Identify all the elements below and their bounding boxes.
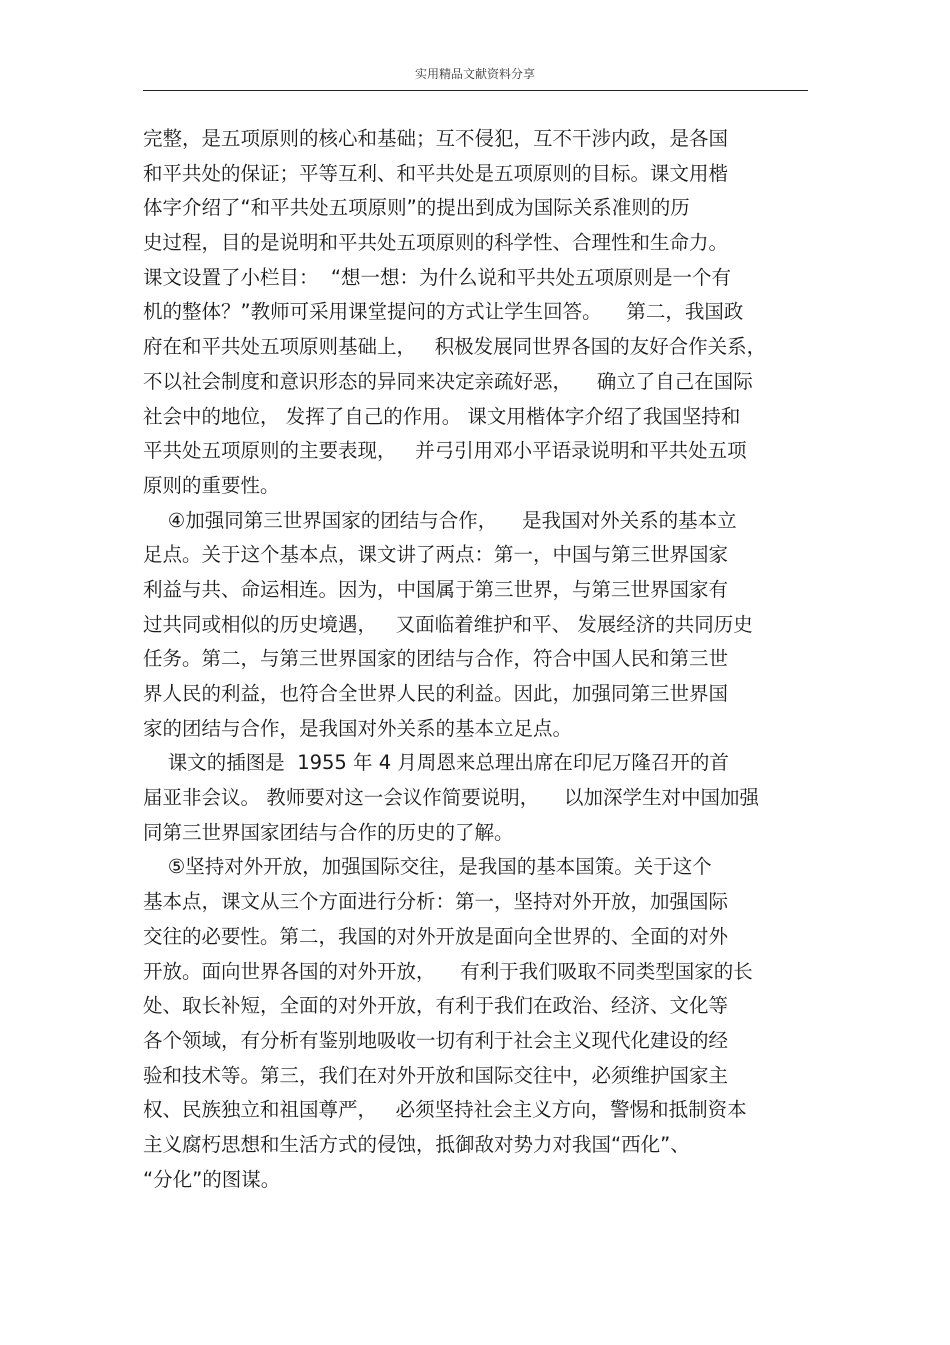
paragraph-start-line: ④加强同第三世界国家的团结与合作， 是我国对外关系的基本立 xyxy=(143,508,737,532)
header-divider xyxy=(143,90,808,91)
text-line: “分化”的图谋。 xyxy=(143,1167,281,1191)
paragraph-start-line: ⑤坚持对外开放，加强国际交往，是我国的基本国策。关于这个 xyxy=(143,855,712,879)
paragraph-start-line: 课文的插图是 1955 年 4 月周恩来总理出席在印尼万隆召开的首 xyxy=(143,751,729,775)
text-line: 验和技术等。第三，我们在对外开放和国际交往中，必须维护国家主 xyxy=(143,1063,729,1087)
text-line: 各个领域，有分析有鉴别地吸收一切有利于社会主义现代化建设的经 xyxy=(143,1028,729,1052)
text-line: 平共处五项原则的主要表现， 并弓引用邓小平语录说明和平共处五项 xyxy=(143,439,747,463)
text-line: 史过程，目的是说明和平共处五项原则的科学性、合理性和生命力。 xyxy=(143,231,729,255)
text-line: 府在和平共处五项原则基础上， 积极发展同世界各国的友好合作关系， xyxy=(143,335,767,359)
text-line: 界人民的利益，也符合全世界人民的利益。因此，加强同第三世界国 xyxy=(143,682,729,705)
text-line: 开放。面向世界各国的对外开放， 有利于我们吸取不同类型国家的长 xyxy=(143,959,753,983)
page-header: 实用精品文献资料分享 xyxy=(414,67,535,81)
text-line: 机的整体？”教师可采用课堂提问的方式让学生回答。 第二，我国政 xyxy=(143,300,744,324)
text-line: 课文设置了小栏目： “想一想：为什么说和平共处五项原则是一个有 xyxy=(143,265,731,289)
text-line: 权、民族独立和祖国尊严， 必须坚持社会主义方向，警惕和抵制资本 xyxy=(143,1098,747,1122)
text-line: 足点。关于这个基本点，课文讲了两点：第一，中国与第三世界国家 xyxy=(143,543,729,567)
text-line: 同第三世界国家团结与合作的历史的了解。 xyxy=(143,820,514,844)
text-line: 体字介绍了“和平共处五项原则”的提出到成为国际关系准则的历 xyxy=(143,196,690,220)
text-line: 主义腐朽思想和生活方式的侵蚀，抵御敌对势力对我国“西化”、 xyxy=(143,1132,690,1156)
text-line: 届亚非会议。 教师要对这一会议作简要说明， 以加深学生对中国加强 xyxy=(143,786,759,810)
text-line: 社会中的地位， 发挥了自己的作用。 课文用楷体字介绍了我国坚持和 xyxy=(143,404,741,428)
text-line: 处、取长补短，全面的对外开放，有利于我们在政治、经济、文化等 xyxy=(143,994,729,1018)
text-line: 过共同或相似的历史境遇， 又面临着维护和平、 发展经济的共同历史 xyxy=(143,612,753,636)
text-line: 利益与共、命运相连。因为，中国属于第三世界，与第三世界国家有 xyxy=(143,577,729,601)
text-line: 和平共处的保证；平等互利、和平共处是五项原则的目标。课文用楷 xyxy=(143,161,729,185)
text-line: 基本点，课文从三个方面进行分析：第一，坚持对外开放，加强国际 xyxy=(143,890,729,914)
text-line: 任务。第二，与第三世界国家的团结与合作，符合中国人民和第三世 xyxy=(143,647,729,671)
text-line: 交往的必要性。第二，我国的对外开放是面向全世界的、全面的对外 xyxy=(143,924,729,948)
document-body xyxy=(143,122,813,1197)
text-line: 原则的重要性。 xyxy=(143,473,280,497)
text-line: 家的团结与合作，是我国对外关系的基本立足点。 xyxy=(143,716,573,740)
text-line: 完整，是五项原则的核心和基础；互不侵犯，互不干涉内政，是各国 xyxy=(143,127,729,150)
text-line: 不以社会制度和意识形态的异同来决定亲疏好恶， 确立了自己在国际 xyxy=(143,369,753,393)
